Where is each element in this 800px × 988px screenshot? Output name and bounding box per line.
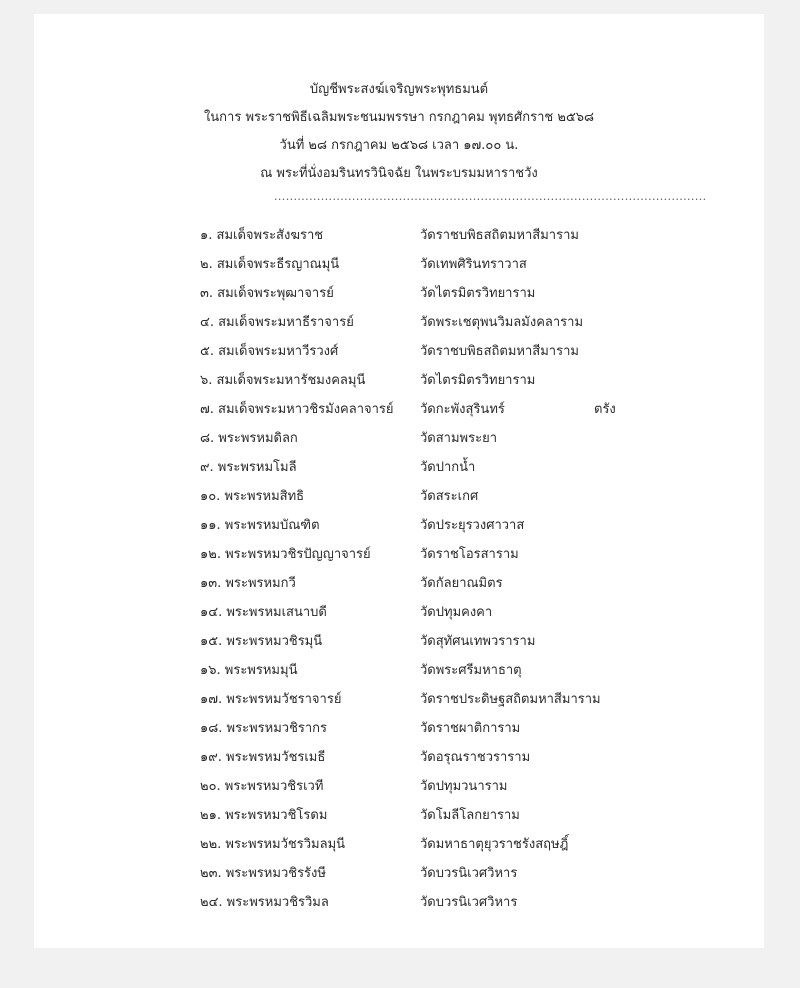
monk-name: ๒๓. พระพรหมวชิรรังษี — [200, 866, 326, 881]
list-item — [34, 685, 764, 714]
list-item — [34, 221, 764, 250]
monk-name: ๑๙. พระพรหมวัชรเมธี — [200, 750, 326, 765]
temple-name: วัดพระศรีมหาธาตุ — [420, 663, 522, 678]
temple-name: วัดปทุมวนาราม — [420, 779, 508, 794]
temple-name: วัดพระเชตุพนวิมลมังคลาราม — [420, 315, 584, 330]
temple-name: วัดบวรนิเวศวิหาร — [420, 866, 518, 881]
list-item — [34, 859, 764, 888]
date-time-line: วันที่ ๒๘ กรกฎาคม ๒๕๖๘ เวลา ๑๗.๐๐ น. — [279, 138, 519, 153]
temple-name: วัดเทพศิรินทราวาส — [420, 257, 527, 272]
monk-name: ๘. พระพรหมดิลก — [200, 431, 298, 446]
list-item — [34, 395, 764, 424]
list-item — [34, 424, 764, 453]
list-item — [34, 569, 764, 598]
temple-name: วัดอรุณราชวราราม — [420, 750, 531, 765]
list-item — [34, 801, 764, 830]
temple-name: วัดกะพังสุรินทร์ — [420, 402, 505, 417]
monk-name: ๗. สมเด็จพระมหาวชิรมังคลาจารย์ — [200, 402, 394, 417]
monk-name: ๒๔. พระพรหมวชิรวิมล — [200, 895, 329, 910]
list-item — [34, 656, 764, 685]
temple-name: วัดราชบพิธสถิตมหาสีมาราม — [420, 228, 579, 243]
list-item — [34, 279, 764, 308]
temple-name: วัดกัลยาณมิตร — [420, 576, 503, 591]
list-item — [34, 337, 764, 366]
monk-name: ๔. สมเด็จพระมหาธีราจารย์ — [200, 315, 354, 330]
list-item — [34, 453, 764, 482]
temple-name: วัดราชประดิษฐสถิตมหาสีมาราม — [420, 692, 601, 707]
monk-name: ๑๒. พระพรหมวชิรปัญญาจารย์ — [200, 547, 371, 562]
temple-name: วัดไตรมิตรวิทยาราม — [420, 373, 536, 388]
document-header — [34, 76, 764, 188]
province-name: ตรัง — [594, 402, 616, 417]
monk-name: ๒๐. พระพรหมวชิรเวที — [200, 779, 324, 794]
monk-name: ๓. สมเด็จพระพุฒาจารย์ — [200, 286, 334, 301]
monk-name: ๑๗. พระพรหมวัชราจารย์ — [200, 692, 342, 707]
list-item — [34, 511, 764, 540]
temple-name: วัดราชโอรสาราม — [420, 547, 519, 562]
temple-name: วัดมหาธาตุยุวราชรังสฤษฎิ์ — [420, 837, 569, 852]
temple-name: วัดปากน้ำ — [420, 460, 476, 475]
list-item — [34, 714, 764, 743]
monk-name: ๒. สมเด็จพระธีรญาณมุนี — [200, 257, 340, 272]
list-item — [34, 308, 764, 337]
monk-name: ๑. สมเด็จพระสังฆราช — [200, 228, 324, 243]
document-title: บัญชีพระสงฆ์เจริญพระพุทธมนต์ — [309, 82, 489, 97]
list-item — [34, 598, 764, 627]
monk-name: ๕. สมเด็จพระมหาวีรวงศ์ — [200, 344, 339, 359]
list-item — [34, 772, 764, 801]
monk-name: ๑๐. พระพรหมสิทธิ — [200, 489, 305, 504]
temple-name: วัดบวรนิเวศวิหาร — [420, 895, 518, 910]
list-item — [34, 743, 764, 772]
venue-line: ณ พระที่นั่งอมรินทรวินิจฉัย ในพระบรมมหาราชวัง — [260, 166, 538, 181]
temple-name: วัดราชบพิธสถิตมหาสีมาราม — [420, 344, 579, 359]
ceremony-line: ในการ พระราชพิธีเฉลิมพระชนมพรรษา กรกฎาคม พุทธศักราช ๒๕๖๘ — [203, 110, 595, 125]
temple-name: วัดสุทัศนเทพวราราม — [420, 634, 536, 649]
temple-name: วัดปทุมคงคา — [420, 605, 493, 620]
temple-name: วัดไตรมิตรวิทยาราม — [420, 286, 536, 301]
document-page — [34, 14, 764, 948]
list-item — [34, 830, 764, 859]
temple-name: วัดสามพระยา — [420, 431, 497, 446]
monk-name: ๒๒. พระพรหมวัชรวิมลมุนี — [200, 837, 346, 852]
temple-name: วัดราชผาติการาม — [420, 721, 521, 736]
monk-name: ๑๖. พระพรหมมุนี — [200, 663, 298, 678]
list-item — [34, 540, 764, 569]
list-item — [34, 627, 764, 656]
temple-name: วัดสระเกศ — [420, 489, 479, 504]
monk-name: ๑๔. พระพรหมเสนาบดี — [200, 605, 327, 620]
temple-name: วัดโมลีโลกยาราม — [420, 808, 520, 823]
monk-name: ๙. พระพรหมโมลี — [200, 460, 297, 475]
monk-name: ๑๑. พระพรหมบัณฑิต — [200, 518, 320, 533]
monk-name: ๑๕. พระพรหมวชิรมุนี — [200, 634, 323, 649]
list-item — [34, 482, 764, 511]
dotted-separator: ............................................................................................................... — [274, 190, 707, 203]
temple-name: วัดประยุรวงศาวาส — [420, 518, 525, 533]
monk-name: ๖. สมเด็จพระมหารัชมงคลมุนี — [200, 373, 366, 388]
monk-name: ๑๘. พระพรหมวชิรากร — [200, 721, 328, 736]
monk-name: ๑๓. พระพรหมกวี — [200, 576, 296, 591]
monk-list — [34, 221, 764, 917]
list-item — [34, 888, 764, 917]
list-item — [34, 250, 764, 279]
list-item — [34, 366, 764, 395]
monk-name: ๒๑. พระพรหมวชิโรดม — [200, 808, 328, 823]
